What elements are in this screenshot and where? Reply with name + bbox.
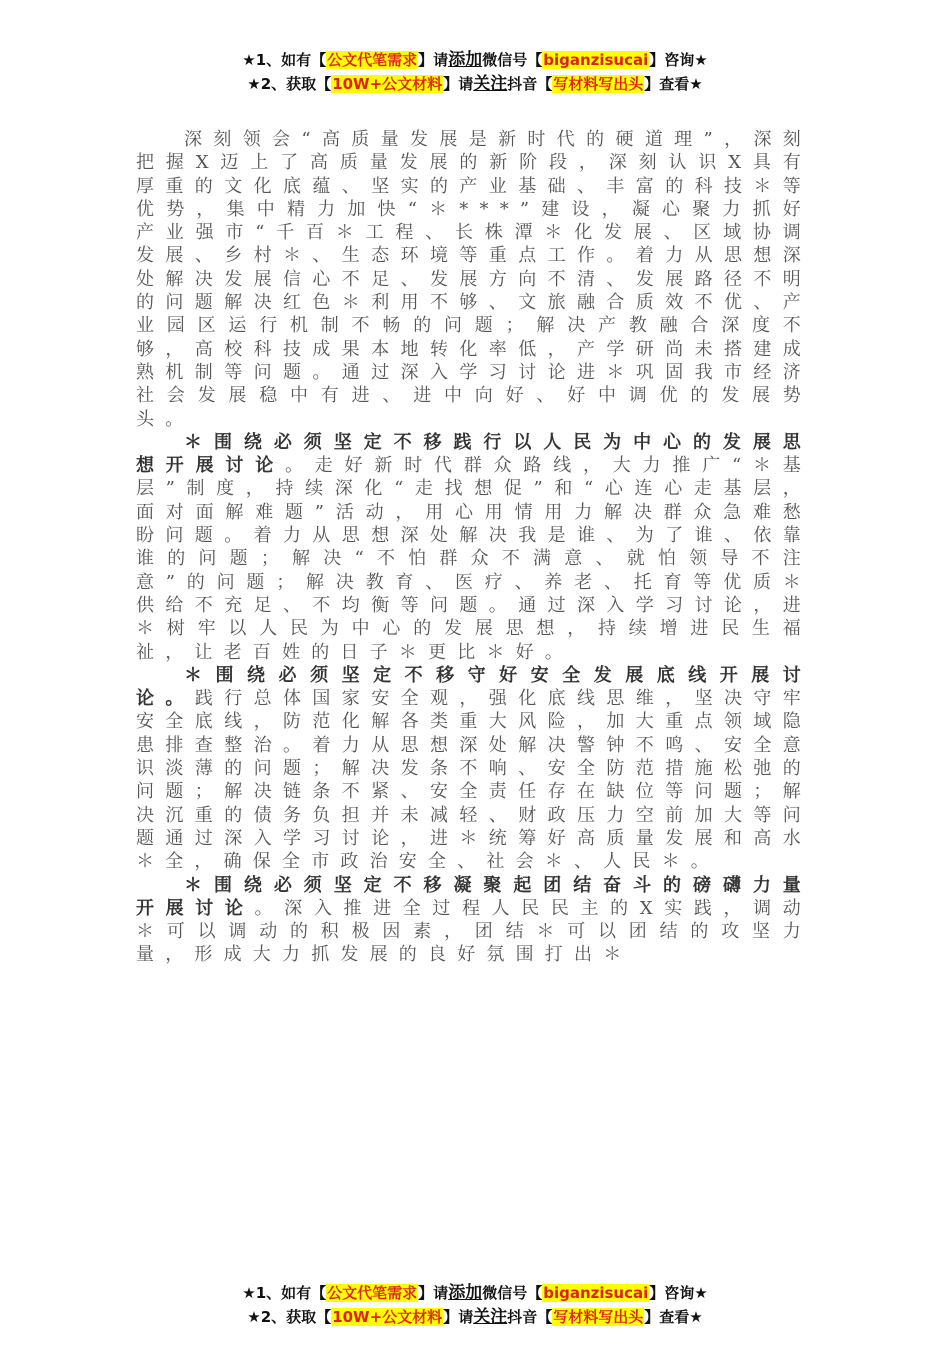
banner-text: 】请 — [443, 1308, 474, 1326]
banner-text: 】查看★ — [644, 1308, 703, 1326]
emphasis-add: 添加 — [448, 1283, 483, 1303]
highlight-wechat-id: biganzisucai — [543, 1284, 649, 1302]
highlight-materials: 10W+公文材料 — [332, 75, 443, 93]
paragraph-lead: ＊围绕必须坚定不移守好安全发展底线开展讨论。 — [136, 664, 812, 710]
paragraph-text: 。走好新时代群众路线，大力推广“＊基层”制度，持续深化“走找想促”和“心连心走基层，面对面解难题”活动，用心用情用力解决群众急难愁盼问题。着力从思想深处解决我是谁、为了谁、依靠谁的问题；解决“不怕群众不满意、就怕领导不注意”的问题；解决教育、医疗、养老、托育等优质＊供给不充足、不均衡等问题。通过深入学习讨论，进＊树牢以人民为中心的发展思想，持续增进民生福祉，让老百姓的日子＊更比＊好。 — [136, 455, 812, 663]
emphasis-follow: 关注 — [473, 74, 508, 94]
emphasis-add: 添加 — [448, 50, 483, 70]
banner-line-2 — [0, 72, 950, 96]
banner-text: 抖音【 — [507, 1308, 553, 1326]
paragraph — [136, 431, 812, 664]
banner-text: ★2、获取【 — [247, 75, 332, 93]
banner-text: 】咨询★ — [649, 51, 708, 69]
banner-line-2 — [0, 1305, 950, 1329]
header-banner — [0, 48, 950, 96]
paragraph — [136, 128, 812, 431]
paragraph-lead: ＊围绕必须坚定不移践行以人民为中心的发展思想开展讨论 — [136, 431, 812, 477]
highlight-douyin-id: 写材料写出头 — [553, 75, 644, 93]
banner-text: 微信号【 — [482, 1284, 543, 1302]
highlight-materials: 10W+公文材料 — [332, 1308, 443, 1326]
paragraph — [136, 664, 812, 874]
banner-line-1 — [0, 1281, 950, 1305]
footer-banner — [0, 1281, 950, 1329]
banner-text: 】咨询★ — [649, 1284, 708, 1302]
paragraph-text: 深刻领会“高质量发展是新时代的硬道理”，深刻把握X迈上了高质量发展的新阶段，深刻认识X具有厚重的文化底蕴、坚实的产业基础、丰富的科技＊等优势，集中精力加快“＊***”建设，凝心聚力抓好产业强市“千百＊工程、长株潭＊化发展、区域协调发展、乡村＊、生态环境等重点工作。着力从思想深处解决发展信心不足、发展方向不清、发展路径不明的问题解决红色＊利用不够、文旅融合质效不优、产业园区运行机制不畅的问题；解决产教融合深度不够，高校科技成果本地转化率低，产学研尚未搭建成熟机制等问题。通过深入学习讨论进＊巩固我市经济社会发展稳中有进、进中向好、好中调优的发展势头。 — [136, 129, 812, 430]
highlight-service: 公文代笔需求 — [327, 1284, 418, 1302]
highlight-wechat-id: biganzisucai — [543, 51, 649, 69]
banner-text: 】请 — [443, 75, 474, 93]
paragraph-lead: ＊围绕必须坚定不移凝聚起团结奋斗的磅礴力量开展讨论 — [136, 874, 812, 919]
document-body — [136, 128, 812, 967]
banner-text: ★1、如有【 — [242, 51, 327, 69]
highlight-service: 公文代笔需求 — [327, 51, 418, 69]
banner-text: 】请 — [418, 51, 449, 69]
paragraph-text: 。深入推进全过程人民民主的X实践，调动＊可以调动的积极因素，团结＊可以团结的攻坚力量，形成大力抓发展的良好氛围打出＊ — [136, 897, 812, 966]
emphasis-follow: 关注 — [473, 1307, 508, 1327]
banner-text: ★2、获取【 — [247, 1308, 332, 1326]
banner-line-1 — [0, 48, 950, 72]
paragraph — [136, 874, 812, 967]
banner-text: 抖音【 — [507, 75, 553, 93]
banner-text: ★1、如有【 — [242, 1284, 327, 1302]
highlight-douyin-id: 写材料写出头 — [553, 1308, 644, 1326]
banner-text: 微信号【 — [482, 51, 543, 69]
banner-text: 】请 — [418, 1284, 449, 1302]
banner-text: 】查看★ — [644, 75, 703, 93]
paragraph-text: 践行总体国家安全观，强化底线思维，坚决守牢安全底线，防范化解各类重大风险，加大重点领域隐患排查整治。着力从思想深处解决警钟不鸣、安全意识淡薄的问题；解决发条不响、安全防范措施松弛的问题；解决链条不紧、安全责任存在缺位等问题；解决沉重的债务负担并未减轻、财政压力空前加大等问题通过深入学习讨论，进＊统筹好高质量发展和高水＊全，确保全市政治安全、社会＊、人民＊。 — [136, 688, 813, 873]
